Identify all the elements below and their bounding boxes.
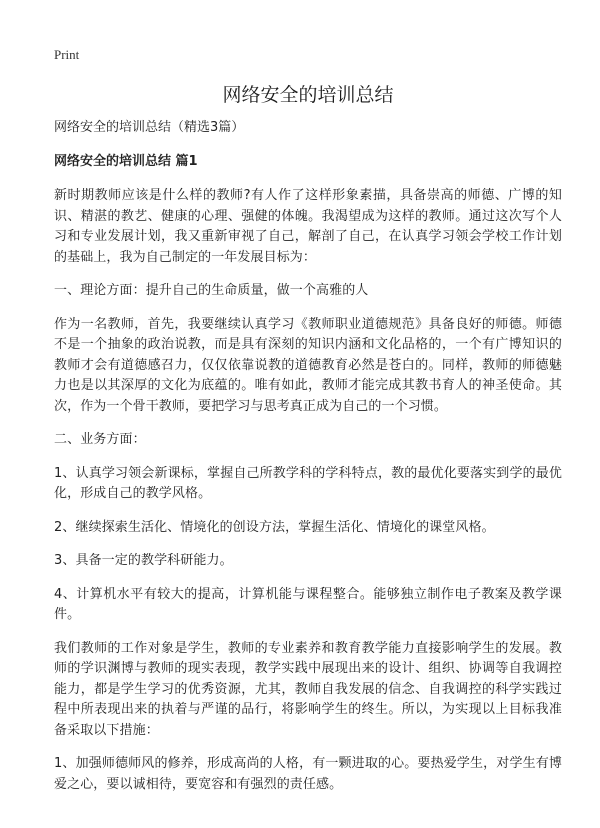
- document-subtitle: 网络安全的培训总结（精选3篇）: [54, 120, 245, 135]
- paragraph-item-4: 4、计算机水平有较大的提高，计算机能与课程整合。能够独立制作电子教案及教学课件。: [54, 586, 562, 622]
- paragraph-business-heading: 二、业务方面：: [54, 432, 146, 447]
- section-heading: 网络安全的培训总结 篇1: [54, 154, 198, 169]
- paragraph-measure-1: 1、加强师德师风的修养，形成高尚的人格，有一颗进取的心。要热爱学生，对学生有博爱之心，要以诚相待，要宽容和有强烈的责任感。: [54, 756, 562, 792]
- paragraph-item-3: 3、具备一定的教学科研能力。: [54, 553, 233, 568]
- paragraph-item-2: 2、继续探索生活化、情境化的创设方法，掌握生活化、情境化的课堂风格。: [54, 519, 495, 535]
- document-title: 网络安全的培训总结: [222, 84, 394, 106]
- paragraph-theory-heading: 一、理论方面：提升自己的生命质量，做一个高雅的人: [54, 283, 369, 298]
- paragraph-item-1: 1、认真学习领会新课标，掌握自己所教学科的学科特点，教的最优化要落实到学的最优化，形成自己的教学风格。: [54, 465, 562, 501]
- paragraph-measures: 我们教师的工作对象是学生，教师的专业素养和教育教学能力直接影响学生的发展。教师的学识渊博与教师的现实表现，教学实践中展现出来的设计、组织、协调等自我调控能力，都是学生学习的优秀资源，尤其，教师自我发展的信念、自我调控的科学实践过程中所表现出来的执着与严谨的品行，将影响学生的终生。所以，为实现以上目标我准备采取以下措施：: [54, 640, 562, 738]
- print-link[interactable]: Print: [54, 47, 80, 62]
- document-body: [54, 118, 562, 808]
- paragraph-theory-body: 作为一名教师，首先，我要继续认真学习《教师职业道德规范》具备良好的师德。师德不是一个抽象的政治说教，而是具有深刻的知识内涵和文化品格的，一个有广博知识的教师才会有道德感召力，仅仅依靠说教的道德教育必然是苍白的。同样，教师的师德魅力也是以其深厚的文化为底蕴的。唯有如此，教师才能完成其教书育人的神圣使命。其次，作为一个骨干教师，要把学习与思考真正成为自己的一个习惯。: [54, 316, 562, 414]
- paragraph-intro: 新时期教师应该是什么样的教师?有人作了这样形象素描，具备崇高的师德、广博的知识、精湛的教艺、健康的心理、强健的体魄。我渴望成为这样的教师。通过这次写个人习和专业发展计划，我又重新审视了自己，解剖了自己，在认真学习领会学校工作计划的基础上，我为自己制定的一年发展目标为：: [54, 188, 562, 265]
